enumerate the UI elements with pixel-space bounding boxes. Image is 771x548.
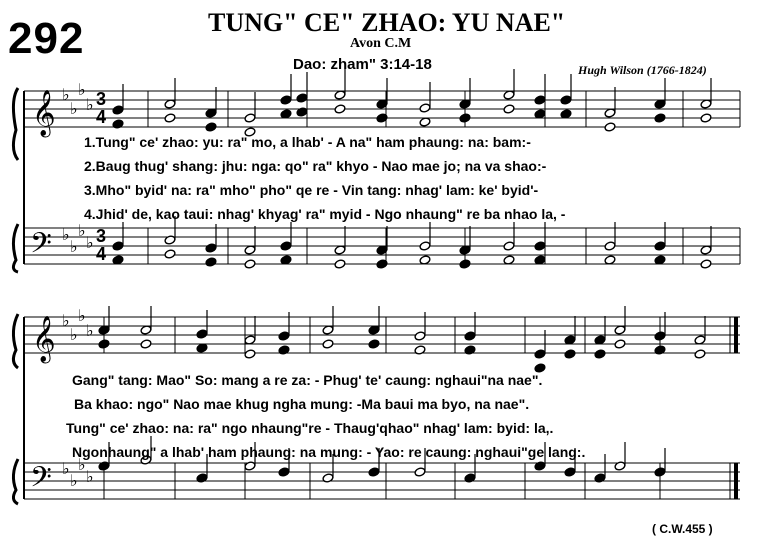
verse-3-line-1: 3.Mho" byid' na: ra" mho" pho" qe re - Vin tang: nhag' lam: ke' byid'-	[84, 182, 539, 198]
flat-icon: ♭	[62, 459, 70, 478]
note-head	[140, 339, 152, 349]
note-head	[280, 95, 292, 105]
note-head	[459, 113, 471, 123]
note-head	[244, 259, 256, 269]
note-head	[112, 105, 124, 115]
note-head	[503, 241, 515, 251]
bass-clef-icon: 𝄢	[30, 227, 52, 267]
verse-2-line-1: 2.Baug thug' shang: jhu: nga: qo" ra" khyo - Nao mae jo; na va shao:-	[84, 158, 547, 174]
time-signature: 3	[96, 89, 107, 109]
note-head	[503, 104, 515, 114]
bass-clef-icon: 𝄢	[30, 461, 52, 501]
flat-icon: ♭	[86, 467, 94, 486]
note-head	[560, 95, 572, 105]
note-head	[564, 467, 576, 477]
brace	[13, 88, 18, 160]
note-head	[205, 243, 217, 253]
note-head	[322, 339, 334, 349]
note-head	[700, 259, 712, 269]
note-head	[112, 241, 124, 251]
flat-icon: ♭	[70, 99, 78, 118]
note-head	[278, 331, 290, 341]
note-head	[414, 331, 426, 341]
hymn-title: TUNG" CE" ZHAO: YU NAE"	[208, 8, 566, 37]
note-head	[464, 331, 476, 341]
note-head	[534, 461, 546, 471]
note-head	[604, 122, 616, 132]
tune-name: Avon C.M	[350, 36, 412, 51]
note-head	[334, 259, 346, 269]
note-head	[414, 345, 426, 355]
time-signature: 4	[96, 244, 107, 264]
note-head	[654, 467, 666, 477]
note-head	[196, 329, 208, 339]
flat-icon: ♭	[86, 95, 94, 114]
composer-credit: Hugh Wilson (1766-1824)	[578, 63, 707, 77]
treble-clef-icon: 𝄞	[32, 316, 56, 362]
note-head	[459, 259, 471, 269]
note-head	[419, 241, 431, 251]
note-head	[368, 339, 380, 349]
note-head	[244, 349, 256, 359]
note-head	[164, 113, 176, 123]
note-head	[594, 473, 606, 483]
note-head	[376, 259, 388, 269]
flat-icon: ♭	[78, 80, 86, 99]
note-head	[368, 467, 380, 477]
note-head	[464, 345, 476, 355]
note-head	[594, 349, 606, 359]
flat-icon: ♭	[78, 221, 86, 240]
note-head	[534, 95, 546, 105]
verse-4-line-1: 4.Jhid' de, kao taui: nhag' khyag' ra" myid - Ngo nhaung" re ba nhao la, -	[84, 206, 566, 222]
verse-4-line-2: Ngonhaung" a lhab' ham phaung: na mung: - Yao: re caung: nghaui"ge lang:.	[72, 444, 586, 460]
note-head	[700, 113, 712, 123]
note-head	[419, 103, 431, 113]
note-head	[694, 349, 706, 359]
scripture-reference: Dao: zham" 3:14-18	[293, 56, 432, 73]
collection-reference: ( C.W.455 )	[652, 522, 713, 536]
flat-icon: ♭	[78, 306, 86, 325]
note-head	[604, 241, 616, 251]
note-head	[278, 345, 290, 355]
note-head	[296, 93, 308, 103]
flat-icon: ♭	[86, 321, 94, 340]
brace	[13, 224, 18, 272]
note-head	[414, 467, 426, 477]
note-head	[244, 113, 256, 123]
flat-icon: ♭	[62, 85, 70, 104]
note-head	[654, 345, 666, 355]
time-signature: 3	[96, 226, 107, 246]
verse-1-line-1: 1.Tung" ce' zhao: yu: ra" mo, a lhab' - A na" ham phaung: na: bam:-	[84, 134, 531, 150]
note-head	[464, 473, 476, 483]
verse-2-line-2: Ba khao: ngo" Nao mae khug ngha mung: -Ma baui ma byo, na nae".	[74, 396, 530, 412]
note-head	[244, 461, 256, 471]
brace	[13, 314, 18, 368]
note-head	[654, 331, 666, 341]
flat-icon: ♭	[62, 311, 70, 330]
note-head	[112, 119, 124, 129]
note-head	[322, 473, 334, 483]
flat-icon: ♭	[78, 455, 86, 474]
note-head	[614, 339, 626, 349]
note-head	[534, 349, 546, 359]
time-signature: 4	[96, 107, 107, 127]
note-head	[564, 349, 576, 359]
flat-icon: ♭	[70, 325, 78, 344]
note-head	[164, 235, 176, 245]
hymn-number: 292	[8, 14, 85, 63]
flat-icon: ♭	[70, 471, 78, 490]
note-head	[196, 473, 208, 483]
verse-1-line-2: Gang" tang: Mao" So: mang a re za: - Phug' te' caung: nghaui"na nae".	[72, 372, 543, 388]
note-head	[98, 339, 110, 349]
note-head	[334, 104, 346, 114]
note-head	[614, 461, 626, 471]
brace	[13, 459, 18, 504]
flat-icon: ♭	[62, 225, 70, 244]
verse-3-line-2: Tung" ce' zhao: na: ra" ngo nhaung"re - Thaug'qhao" nhag' lam: byid: la,.	[66, 420, 554, 436]
flat-icon: ♭	[86, 233, 94, 252]
flat-icon: ♭	[70, 237, 78, 256]
treble-clef-icon: 𝄞	[32, 90, 56, 136]
note-head	[98, 461, 110, 471]
note-head	[205, 122, 217, 132]
note-head	[654, 241, 666, 251]
note-head	[654, 113, 666, 123]
note-head	[205, 257, 217, 267]
note-head	[278, 467, 290, 477]
note-head	[534, 241, 546, 251]
note-head	[280, 241, 292, 251]
note-head	[164, 249, 176, 259]
note-head	[296, 107, 308, 117]
